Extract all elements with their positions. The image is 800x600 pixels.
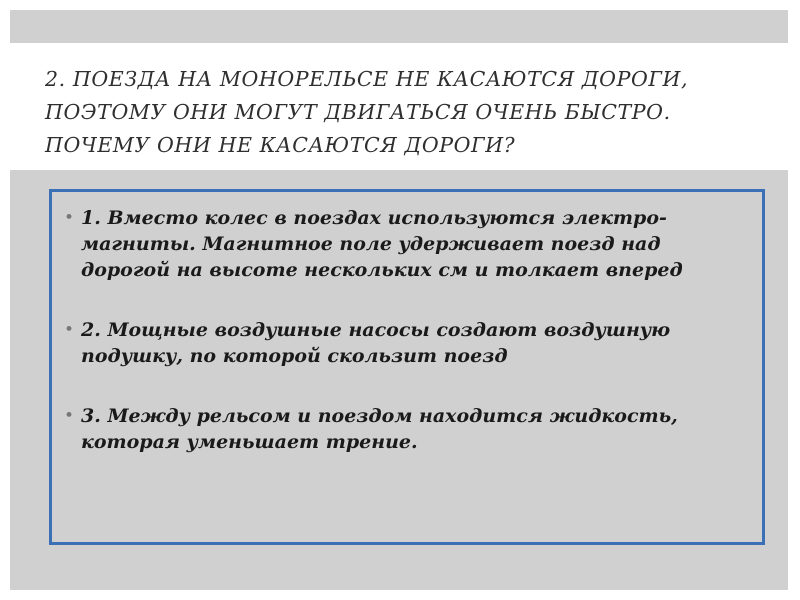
answer-list	[64, 205, 754, 489]
answer-item-1	[64, 205, 754, 283]
answer-text-2: 2. Мощные воздушные насосы создают воздушную подушку, по которой скользит поезд	[81, 319, 671, 367]
title-band	[10, 43, 788, 170]
answer-item-2	[64, 317, 754, 369]
answer-text-3: 3. Между рельсом и поездом находится жидкость, которая уменьшает трение.	[81, 405, 678, 453]
slide	[10, 10, 788, 590]
answer-box	[49, 189, 765, 545]
bullet-icon: •	[64, 208, 75, 228]
answer-item-3	[64, 403, 754, 455]
answer-text-1: 1. Вместо колес в поездах используются электро-магниты. Магнитное поле удерживает поезд над дорогой на высоте нескольких см и толкает вперед	[81, 207, 683, 281]
bullet-icon: •	[64, 406, 75, 426]
bullet-icon: •	[64, 320, 75, 340]
slide-title: 2. ПОЕЗДА НА МОНОРЕЛЬСЕ НЕ КАСАЮТСЯ ДОРОГИ, ПОЭТОМУ ОНИ МОГУТ ДВИГАТЬСЯ ОЧЕНЬ БЫСТРО. ПОЧЕМУ ОНИ НЕ КАСАЮТСЯ ДОРОГИ?	[45, 67, 689, 157]
